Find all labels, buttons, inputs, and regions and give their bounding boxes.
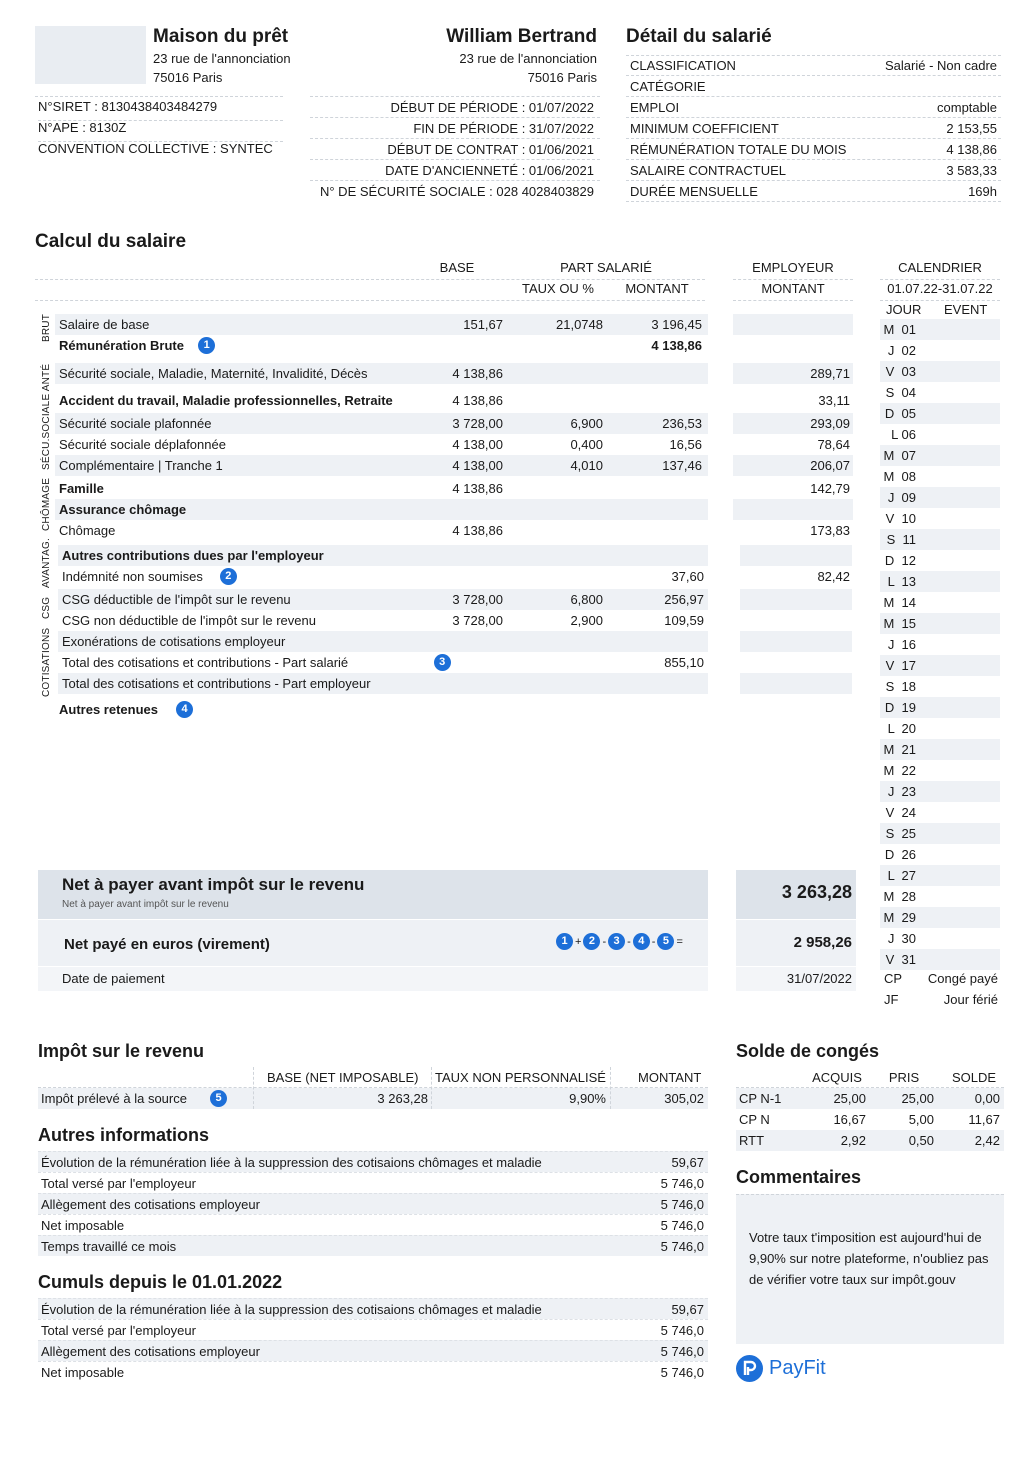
badge-1-icon: 1 [198,337,215,354]
tax-row-montant: 305,02 [664,1091,704,1106]
info-row [38,1361,708,1382]
calendar-day-row [880,718,1000,739]
info-label: Total versé par l'employeur [41,1322,196,1338]
leave-solde: 2,42 [974,1133,1000,1148]
calc-row-base: 3 728,00 [452,592,503,607]
detail-label: SALAIRE CONTRACTUEL [630,162,787,178]
calc-row-label: Total des cotisations et contributions - Part employeur [62,676,371,691]
cumuls-table [38,1298,708,1382]
leave-header-acquis: ACQUIS [812,1070,862,1085]
calendar-day-row [880,508,1000,529]
calendar-day: J 23 [887,784,916,799]
leave-balance-table [736,1088,1004,1151]
calendar-day-row [880,466,1000,487]
badge-4-icon: 4 [176,701,193,718]
header-montant: MONTANT [625,281,689,296]
calendar-day-row [880,697,1000,718]
calendar-day-row [880,319,1000,340]
calendar-day: M 15 [883,616,916,631]
detail-label: CATÉGORIE [630,78,706,94]
header-taux: TAUX OU % [522,281,594,296]
calendar-day: S 04 [885,385,916,400]
calendar-day-row [880,655,1000,676]
calendar-day: J 02 [887,343,916,358]
calc-row-label: Famille [59,481,104,496]
calendar-day: J 09 [887,490,916,505]
detail-value: 4 138,86 [946,141,997,157]
calendar-day-row [880,949,1000,970]
calc-row-montant: 137,46 [662,458,702,473]
info-value: 5 746,0 [660,1364,704,1380]
calc-row-base: 151,67 [463,317,503,332]
employee-period-list [310,97,600,202]
period-end: FIN DE PÉRIODE : 31/07/2022 [413,120,594,136]
info-label: Total versé par l'employeur [41,1175,196,1191]
calc-row-montant: 256,97 [664,592,704,607]
other-info-title: Autres informations [38,1125,210,1145]
badge-2-icon: 2 [220,568,237,585]
calc-row-label: Autres retenues [59,702,158,717]
header-part-salarie: PART SALARIÉ [560,260,652,275]
leave-pris: 5,00 [908,1112,934,1127]
info-row [38,1214,708,1235]
formula-op: + [575,935,582,948]
legend-cp-label: Congé payé [927,971,998,986]
info-value: 5 746,0 [660,1322,704,1338]
info-label: Évolution de la rémunération liée à la suppression des cotisaions chômages et maladie [41,1154,542,1170]
calendar-day: M 21 [883,742,916,757]
leave-pris: 25,00 [901,1091,934,1106]
tax-header-base: BASE (NET IMPOSABLE) [267,1070,419,1085]
calc-row-label: Salaire de base [59,317,150,332]
calendar-day: D 19 [884,700,916,715]
calendar-day-row [880,592,1000,613]
calendar-day-row [880,571,1000,592]
calc-row-montant: 37,60 [671,569,704,584]
calc-row-montant: 855,10 [664,655,704,670]
calendar-day: L 13 [887,574,916,589]
calendar-col-event: EVENT [944,302,988,317]
calc-row-taux: 6,900 [570,416,603,431]
calendar-day: D 05 [884,406,916,421]
leave-acquis: 16,67 [833,1112,866,1127]
calendar-day-row [880,361,1000,382]
calendar-day: M 14 [883,595,916,610]
info-row [38,1172,708,1193]
calendar-day-row [880,445,1000,466]
leave-label: CP N [739,1112,770,1127]
calc-row-base: 4 138,00 [452,437,503,452]
tax-row-label: Impôt prélevé à la source [41,1091,187,1106]
formula-op: - [602,935,607,948]
leave-balance-title: Solde de congés [736,1041,880,1061]
payfit-logo-icon [736,1355,763,1382]
calendar-col-jour: JOUR [886,302,922,317]
calendar-day-row [880,424,1000,445]
net-before-tax-amount: 3 263,28 [781,882,852,902]
calendar-day-row [880,487,1000,508]
formula-op: - [651,935,656,948]
calc-row-montant: 109,59 [664,613,704,628]
formula-op: = [676,935,683,948]
calendar-day: M 07 [883,448,916,463]
calc-row-taux: 21,0748 [556,317,603,332]
info-row [38,1193,708,1214]
calendar-header: CALENDRIER [898,260,982,275]
info-label: Net imposable [41,1364,125,1380]
detail-value: comptable [937,99,997,115]
calendar-range: 01.07.22-31.07.22 [887,281,993,296]
info-label: Évolution de la rémunération liée à la suppression des cotisaions chômages et maladie [41,1301,542,1317]
calc-row-label: Complémentaire | Tranche 1 [59,458,223,473]
legend-jf-label: Jour férié [943,992,998,1007]
section-chomage: CHÔMAGE [41,477,52,531]
leave-label: CP N-1 [739,1091,782,1106]
employer-address1: 23 rue de l'annonciation [153,51,291,66]
leave-solde: 0,00 [974,1091,1000,1106]
calendar-day-row [880,739,1000,760]
calendar-day: M 29 [883,910,916,925]
calendar-day-row [880,823,1000,844]
calc-row-employeur: 82,42 [817,569,850,584]
calc-row-base: 4 138,00 [452,458,503,473]
calc-row-base: 3 728,00 [452,416,503,431]
calc-row-base: 4 138,86 [452,366,503,381]
detail-label: EMPLOI [630,99,680,115]
badge-3-icon: 3 [608,933,625,950]
calc-row-base: 3 728,00 [452,613,503,628]
tax-header-montant: MONTANT [638,1070,702,1085]
employer-address2: 75016 Paris [153,70,223,85]
net-before-tax-subtitle: Net à payer avant impôt sur le revenu [62,899,229,910]
calendar-day: D 12 [884,553,916,568]
info-value: 59,67 [671,1301,704,1317]
info-label: Temps travaillé ce mois [41,1238,177,1254]
header-montant-employeur: MONTANT [761,281,825,296]
detail-label: MINIMUM COEFFICIENT [630,120,779,136]
calc-row-label: Assurance chômage [59,502,187,517]
employer-ape: N°APE : 8130Z [38,120,283,142]
detail-value: 2 153,55 [946,120,997,136]
detail-label: CLASSIFICATION [630,57,736,73]
calc-row-label: Accident du travail, Maladie professionnelles, Retraite [59,393,393,408]
leave-row [736,1088,1004,1109]
calendar-days [880,319,1000,970]
calc-row-taux: 0,400 [570,437,603,452]
employee-address2: 75016 Paris [527,70,597,85]
social-security-number: N° DE SÉCURITÉ SOCIALE : 028 4028403829 [319,184,594,199]
payfit-logo-text: PayFit [769,1357,826,1379]
calendar-day-row [880,760,1000,781]
calendar-day: S 11 [886,532,916,547]
net-before-tax-title: Net à payer avant impôt sur le revenu [62,875,365,894]
info-label: Allègement des cotisations employeur [41,1343,260,1359]
section-csg: CSG [41,596,52,619]
calendar-day: L 06 [891,427,916,442]
calc-row-base: 4 138,86 [452,481,503,496]
info-row [38,1151,708,1172]
comments-text: Votre taux t'imposition est aujourd'hui de 9,90% sur notre plateforme, n'oubliez pas de vérifier votre taux sur impôt.gouv [749,1230,989,1287]
calendar-day: M 22 [883,763,916,778]
calendar-day-row [880,340,1000,361]
section-brut: BRUT [41,313,52,342]
calc-row-label: Autres contributions dues par l'employeur [62,548,324,563]
section-avantag: AVANTAG. [41,538,52,588]
calendar-day-row [880,886,1000,907]
calc-row-label: Exonérations de cotisations employeur [62,634,286,649]
formula-op: - [627,935,631,948]
payment-date-label: Date de paiement [62,971,165,986]
employee-detail-table [626,55,1001,202]
calc-row-montant: 16,56 [669,437,702,452]
leave-acquis: 2,92 [840,1133,866,1148]
calc-row-label: Sécurité sociale, Maladie, Maternité, Invalidité, Décès [59,366,368,381]
company-logo-placeholder [35,26,146,84]
leave-solde: 11,67 [968,1112,1000,1127]
header-employeur: EMPLOYEUR [752,260,834,275]
employee-address1: 23 rue de l'annonciation [459,51,597,66]
employer-siret: N°SIRET : 8130438403484279 [38,99,283,121]
badge-1-icon: 1 [556,933,573,950]
calendar-day-row [880,865,1000,886]
calendar-day: V 17 [885,658,916,673]
calendar-day-row [880,928,1000,949]
employer-name: Maison du prêt [153,26,289,47]
calc-row-employeur: 293,09 [810,416,850,431]
leave-header-pris: PRIS [888,1070,920,1085]
calc-row-label: Sécurité sociale plafonnée [59,416,212,431]
seniority-date: DATE D'ANCIENNETÉ : 01/06/2021 [385,162,594,178]
calc-row-label: CSG non déductible de l'impôt sur le revenu [62,613,316,628]
badge-2-icon: 2 [583,933,600,950]
calendar-day: L 27 [887,868,916,883]
info-label: Net imposable [41,1217,125,1233]
calendar-day-row [880,529,1000,550]
info-value: 5 746,0 [660,1196,704,1212]
calc-row-montant: 4 138,86 [651,338,702,353]
leave-row [736,1109,1004,1130]
calendar-day: V 10 [885,511,916,526]
info-value: 5 746,0 [660,1217,704,1233]
calendar-day-row [880,550,1000,571]
calendar-day: V 31 [885,952,916,967]
info-value: 5 746,0 [660,1175,704,1191]
calc-row-base: 4 138,86 [452,393,503,408]
badge-4-icon: 4 [633,933,650,950]
calc-row-montant: 236,53 [662,416,702,431]
detail-label: RÉMUNÉRATION TOTALE DU MOIS [630,141,847,157]
detail-value: 169h [968,183,997,199]
calendar-day-row [880,907,1000,928]
net-paid-amount: 2 958,26 [793,934,852,951]
leave-label: RTT [739,1133,765,1148]
calc-row-taux: 6,800 [570,592,603,607]
leave-header-solde: SOLDE [951,1070,997,1085]
calc-row-employeur: 173,83 [810,523,850,538]
legend-cp-code: CP [884,971,903,986]
info-row [38,1319,708,1340]
employee-detail-title: Détail du salarié [626,26,772,47]
leave-pris: 0,50 [908,1133,934,1148]
contract-start: DÉBUT DE CONTRAT : 01/06/2021 [387,141,594,157]
calc-row-taux: 2,900 [570,613,603,628]
detail-value: 3 583,33 [946,162,997,178]
calc-row-employeur: 142,79 [810,481,850,496]
calendar-day: L 20 [887,721,916,736]
calc-row-base: 4 138,86 [452,523,503,538]
info-value: 5 746,0 [660,1343,704,1359]
calendar-day: M 01 [883,322,916,337]
payfit-logo [736,1355,826,1382]
section-secu: SÉCU.SOCIALE ANTÉ [41,363,52,470]
calendar-day: M 08 [883,469,916,484]
employer-convention: CONVENTION COLLECTIVE : SYNTEC [38,141,273,156]
calc-row-employeur: 289,71 [810,366,850,381]
badge-5-icon: 5 [210,1090,227,1107]
section-cotisations: COTISATIONS [41,627,52,697]
calc-row-employeur: 33,11 [818,393,850,408]
tax-row-taux: 9,90% [569,1091,606,1106]
calendar-day: V 24 [885,805,916,820]
period-start: DÉBUT DE PÉRIODE : 01/07/2022 [390,99,594,115]
header-base: BASE [439,260,475,275]
badge-3-icon: 3 [434,654,451,671]
calendar-day-row [880,844,1000,865]
leave-row [736,1130,1004,1151]
detail-value: Salarié - Non cadre [885,57,997,73]
calendar-day: J 16 [887,637,916,652]
payment-date-value: 31/07/2022 [786,971,852,986]
calendar-day: J 30 [887,931,916,946]
employee-name: William Bertrand [446,26,597,47]
calendar-day-row [880,802,1000,823]
calc-row-label: Total des cotisations et contributions - Part salarié [62,655,349,670]
info-value: 59,67 [671,1154,704,1170]
calc-row-label: Sécurité sociale déplafonnée [59,437,226,452]
comments-title: Commentaires [736,1167,862,1187]
net-formula [556,933,683,950]
calc-row-employeur: 78,64 [817,437,850,452]
info-row [38,1235,708,1256]
detail-label: DURÉE MENSUELLE [630,183,758,199]
badge-5-icon: 5 [657,933,674,950]
leave-acquis: 25,00 [833,1091,866,1106]
calendar-day-row [880,382,1000,403]
tax-header-taux: TAUX NON PERSONNALISÉ [435,1070,606,1085]
calc-row-label: Rémunération Brute [59,338,184,353]
info-row [38,1340,708,1361]
cumuls-title: Cumuls depuis le 01.01.2022 [38,1272,283,1292]
calendar-day-row [880,613,1000,634]
calendar-day-row [880,634,1000,655]
calendar-day: V 03 [885,364,916,379]
calc-row-employeur: 206,07 [810,458,850,473]
net-paid-label: Net payé en euros (virement) [64,936,270,953]
calc-row-montant: 3 196,45 [651,317,702,332]
salary-calc-title: Calcul du salaire [35,231,187,252]
calc-row-label: CSG déductible de l'impôt sur le revenu [62,592,291,607]
calc-row-label: Chômage [59,523,116,538]
info-label: Allègement des cotisations employeur [41,1196,260,1212]
calendar-day: S 18 [885,679,916,694]
calendar-day: S 25 [885,826,916,841]
calendar-day: M 28 [883,889,916,904]
other-info-table [38,1151,708,1256]
income-tax-title: Impôt sur le revenu [38,1041,205,1061]
calendar-day-row [880,403,1000,424]
calc-row-label: Indémnité non soumises [62,569,203,584]
info-row [38,1298,708,1319]
calendar-day: D 26 [884,847,916,862]
calendar-day-row [880,781,1000,802]
info-value: 5 746,0 [660,1238,704,1254]
calc-row-taux: 4,010 [570,458,603,473]
calendar-day-row [880,676,1000,697]
legend-jf-code: JF [884,992,899,1007]
tax-row-base: 3 263,28 [377,1091,428,1106]
